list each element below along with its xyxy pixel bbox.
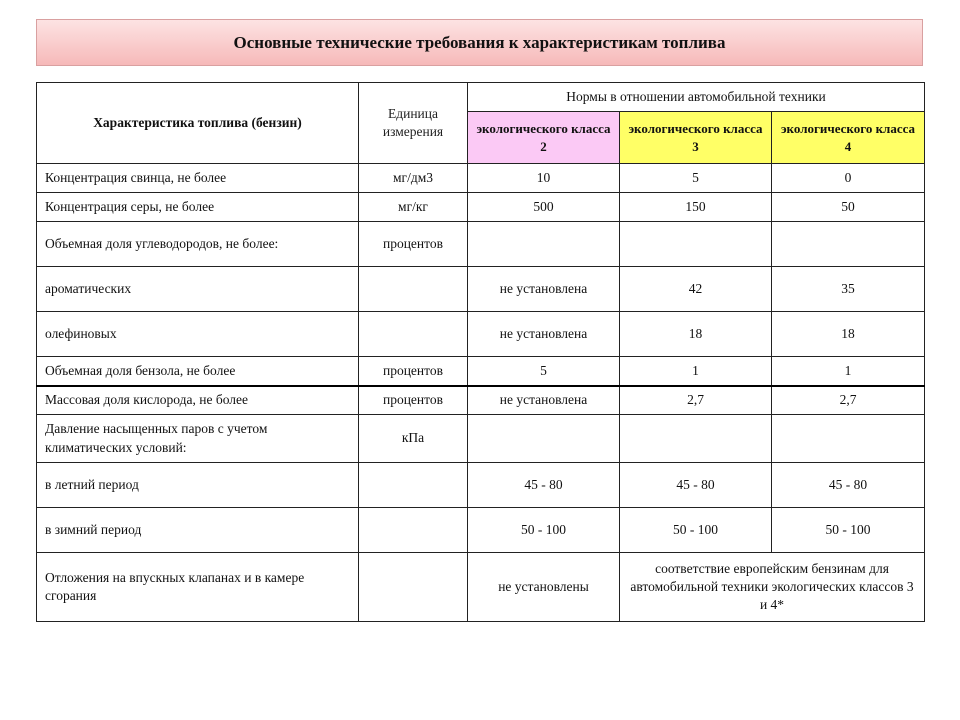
- row-class2: не установлена: [468, 386, 620, 415]
- row-class3: [620, 222, 772, 267]
- row-name: Отложения на впускных клапанах и в камере сгорания: [37, 553, 359, 622]
- row-unit: процентов: [359, 386, 468, 415]
- row-name: Давление насыщенных паров с учетом климатических условий:: [37, 415, 359, 463]
- header-class-3: экологического класса 3: [620, 112, 772, 164]
- row-class2: не установлена: [468, 312, 620, 357]
- row-name: ароматических: [37, 267, 359, 312]
- row-name: Концентрация свинца, не более: [37, 164, 359, 193]
- table-row: [37, 386, 925, 415]
- row-class4: 1: [772, 357, 925, 386]
- row-unit: кПа: [359, 415, 468, 463]
- row-unit: [359, 508, 468, 553]
- row-class2: не установлены: [468, 553, 620, 622]
- row-class4: 50: [772, 193, 925, 222]
- row-unit: процентов: [359, 357, 468, 386]
- table-row: [37, 222, 925, 267]
- table-row: [37, 193, 925, 222]
- row-name: в зимний период: [37, 508, 359, 553]
- row-class2: не установлена: [468, 267, 620, 312]
- row-unit: процентов: [359, 222, 468, 267]
- row-class4: 45 - 80: [772, 463, 925, 508]
- table-row: [37, 553, 925, 622]
- row-class3: 2,7: [620, 386, 772, 415]
- row-class3: [620, 415, 772, 463]
- row-class2: 50 - 100: [468, 508, 620, 553]
- page-title: [36, 19, 923, 66]
- row-unit: мг/кг: [359, 193, 468, 222]
- row-class2: 5: [468, 357, 620, 386]
- header-class-2: экологического класса 2: [468, 112, 620, 164]
- table-row: [37, 508, 925, 553]
- row-class2: 10: [468, 164, 620, 193]
- table-header-row: [37, 83, 925, 112]
- row-unit: [359, 463, 468, 508]
- header-norms: Нормы в отношении автомобильной техники: [468, 83, 925, 112]
- row-class4: 0: [772, 164, 925, 193]
- row-name: Объемная доля углеводородов, не более:: [37, 222, 359, 267]
- row-class2: [468, 222, 620, 267]
- table-row: [37, 312, 925, 357]
- page-title-text: Основные технические требования к характеристикам топлива: [233, 32, 726, 52]
- row-class4: 35: [772, 267, 925, 312]
- row-class4: [772, 222, 925, 267]
- row-name: в летний период: [37, 463, 359, 508]
- table-row: [37, 267, 925, 312]
- row-class2: [468, 415, 620, 463]
- table-row: [37, 164, 925, 193]
- row-unit: [359, 312, 468, 357]
- table-row: [37, 415, 925, 463]
- requirements-table: [36, 82, 925, 622]
- row-unit: [359, 267, 468, 312]
- row-name: Объемная доля бензола, не более: [37, 357, 359, 386]
- row-class3: 42: [620, 267, 772, 312]
- row-class3: 18: [620, 312, 772, 357]
- row-unit: мг/дм3: [359, 164, 468, 193]
- row-unit: [359, 553, 468, 622]
- row-class3: 50 - 100: [620, 508, 772, 553]
- table-row: [37, 357, 925, 386]
- row-class4: 2,7: [772, 386, 925, 415]
- row-class4: 50 - 100: [772, 508, 925, 553]
- row-class3: 1: [620, 357, 772, 386]
- row-name: Массовая доля кислорода, не более: [37, 386, 359, 415]
- row-class4: [772, 415, 925, 463]
- row-class3-4-merged: соответствие европейским бензинам для автомобильной техники экологических классов 3 и 4*: [620, 553, 925, 622]
- row-class2: 500: [468, 193, 620, 222]
- row-class2: 45 - 80: [468, 463, 620, 508]
- header-characteristic: Характеристика топлива (бензин): [37, 83, 359, 164]
- header-class-4: экологического класса 4: [772, 112, 925, 164]
- row-name: олефиновых: [37, 312, 359, 357]
- table-row: [37, 463, 925, 508]
- row-class3: 45 - 80: [620, 463, 772, 508]
- row-class3: 150: [620, 193, 772, 222]
- row-class3: 5: [620, 164, 772, 193]
- row-class4: 18: [772, 312, 925, 357]
- row-name: Концентрация серы, не более: [37, 193, 359, 222]
- header-unit: Единица измерения: [359, 83, 468, 164]
